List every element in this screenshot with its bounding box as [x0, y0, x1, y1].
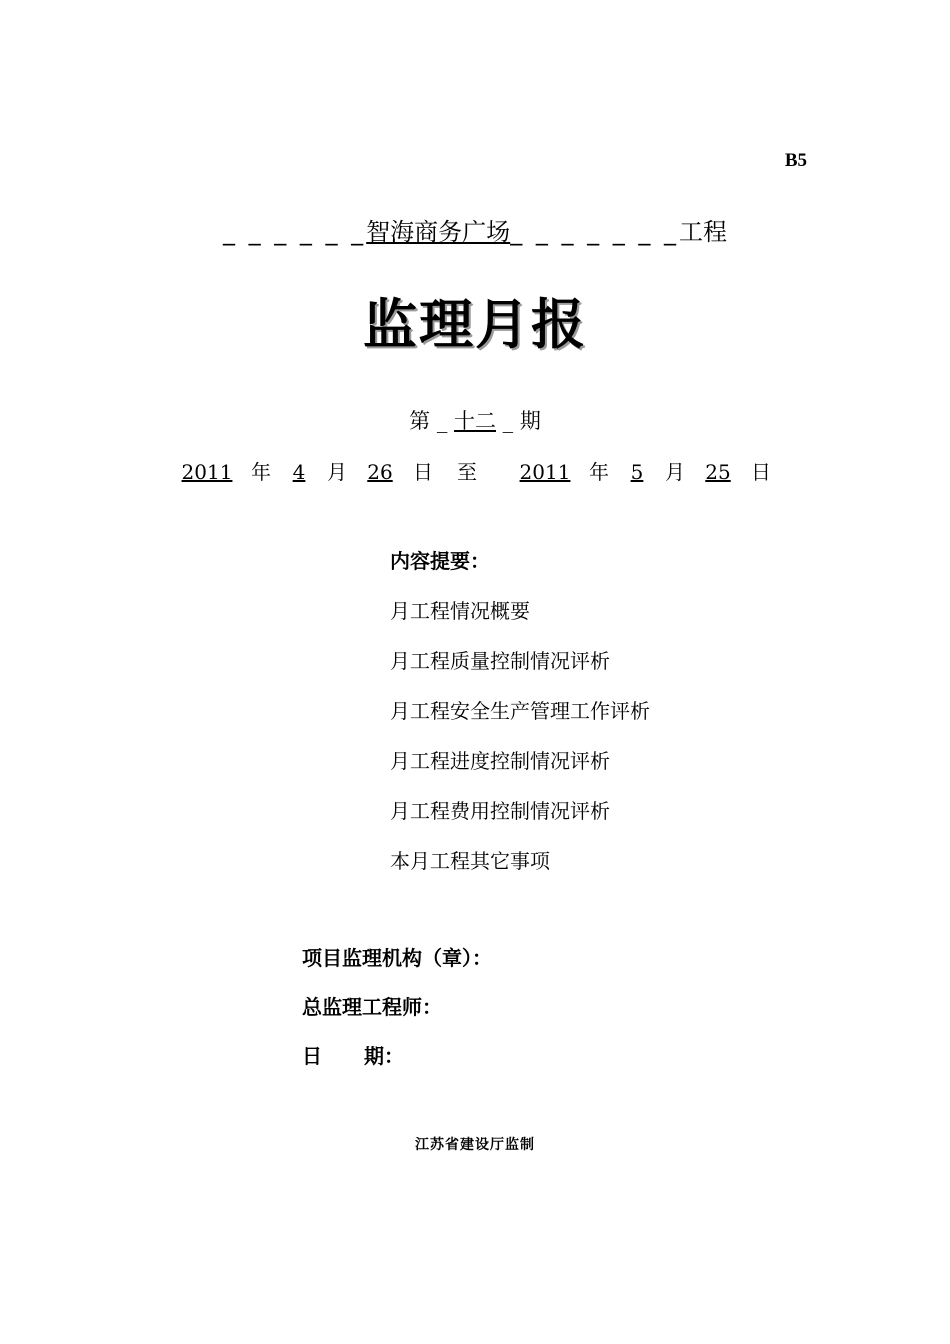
contents-item: 本月工程其它事项 [390, 849, 550, 873]
issue-prefix: 第 [409, 409, 431, 433]
document-title: 监理月报 [363, 293, 587, 356]
year-unit: 年 [589, 460, 609, 484]
project-blank-before: _ _ _ _ _ _ [223, 218, 367, 246]
issue-number: 十二 [454, 409, 496, 433]
document-code: B5 [784, 150, 807, 171]
end-year: 2011 [519, 460, 571, 484]
contents-item: 月工程安全生产管理工作评析 [390, 699, 650, 723]
start-day: 26 [367, 460, 393, 484]
date-label [302, 1040, 492, 1089]
issuer-footer: 江苏省建设厅监制 [415, 1137, 535, 1153]
project-line [0, 212, 950, 247]
period-line [163, 456, 771, 485]
contents-heading: 内容提要： [390, 549, 490, 573]
date-label-right: 期： [364, 1044, 404, 1068]
project-blank-after: _ _ _ _ _ _ _ [510, 218, 679, 246]
month-unit: 月 [665, 460, 685, 484]
start-year: 2011 [181, 460, 233, 484]
project-name: 智海商务广场 [366, 218, 511, 246]
year-unit: 年 [251, 460, 271, 484]
date-label-left: 日 [302, 1044, 322, 1068]
contents-item: 月工程费用控制情况评析 [390, 799, 610, 823]
issue-line: 第 _ 十二 _ 期 [409, 409, 541, 433]
day-unit: 日 [751, 460, 771, 484]
contents-item: 月工程情况概要 [390, 599, 530, 623]
month-unit: 月 [327, 460, 347, 484]
chief-engineer-label: 总监理工程师： [302, 995, 442, 1019]
contents-item: 月工程质量控制情况评析 [390, 649, 610, 673]
end-month: 5 [630, 460, 644, 484]
day-unit: 日 [413, 460, 433, 484]
start-month: 4 [292, 460, 306, 484]
project-suffix: 工程 [678, 218, 727, 246]
contents-item: 月工程进度控制情况评析 [390, 749, 610, 773]
org-seal-label: 项目监理机构（章）： [302, 946, 492, 970]
issue-suffix: 期 [519, 409, 541, 433]
end-day: 25 [705, 460, 731, 484]
signature-block [302, 942, 492, 1089]
period-to: 至 [457, 460, 477, 484]
contents-summary [390, 545, 650, 899]
